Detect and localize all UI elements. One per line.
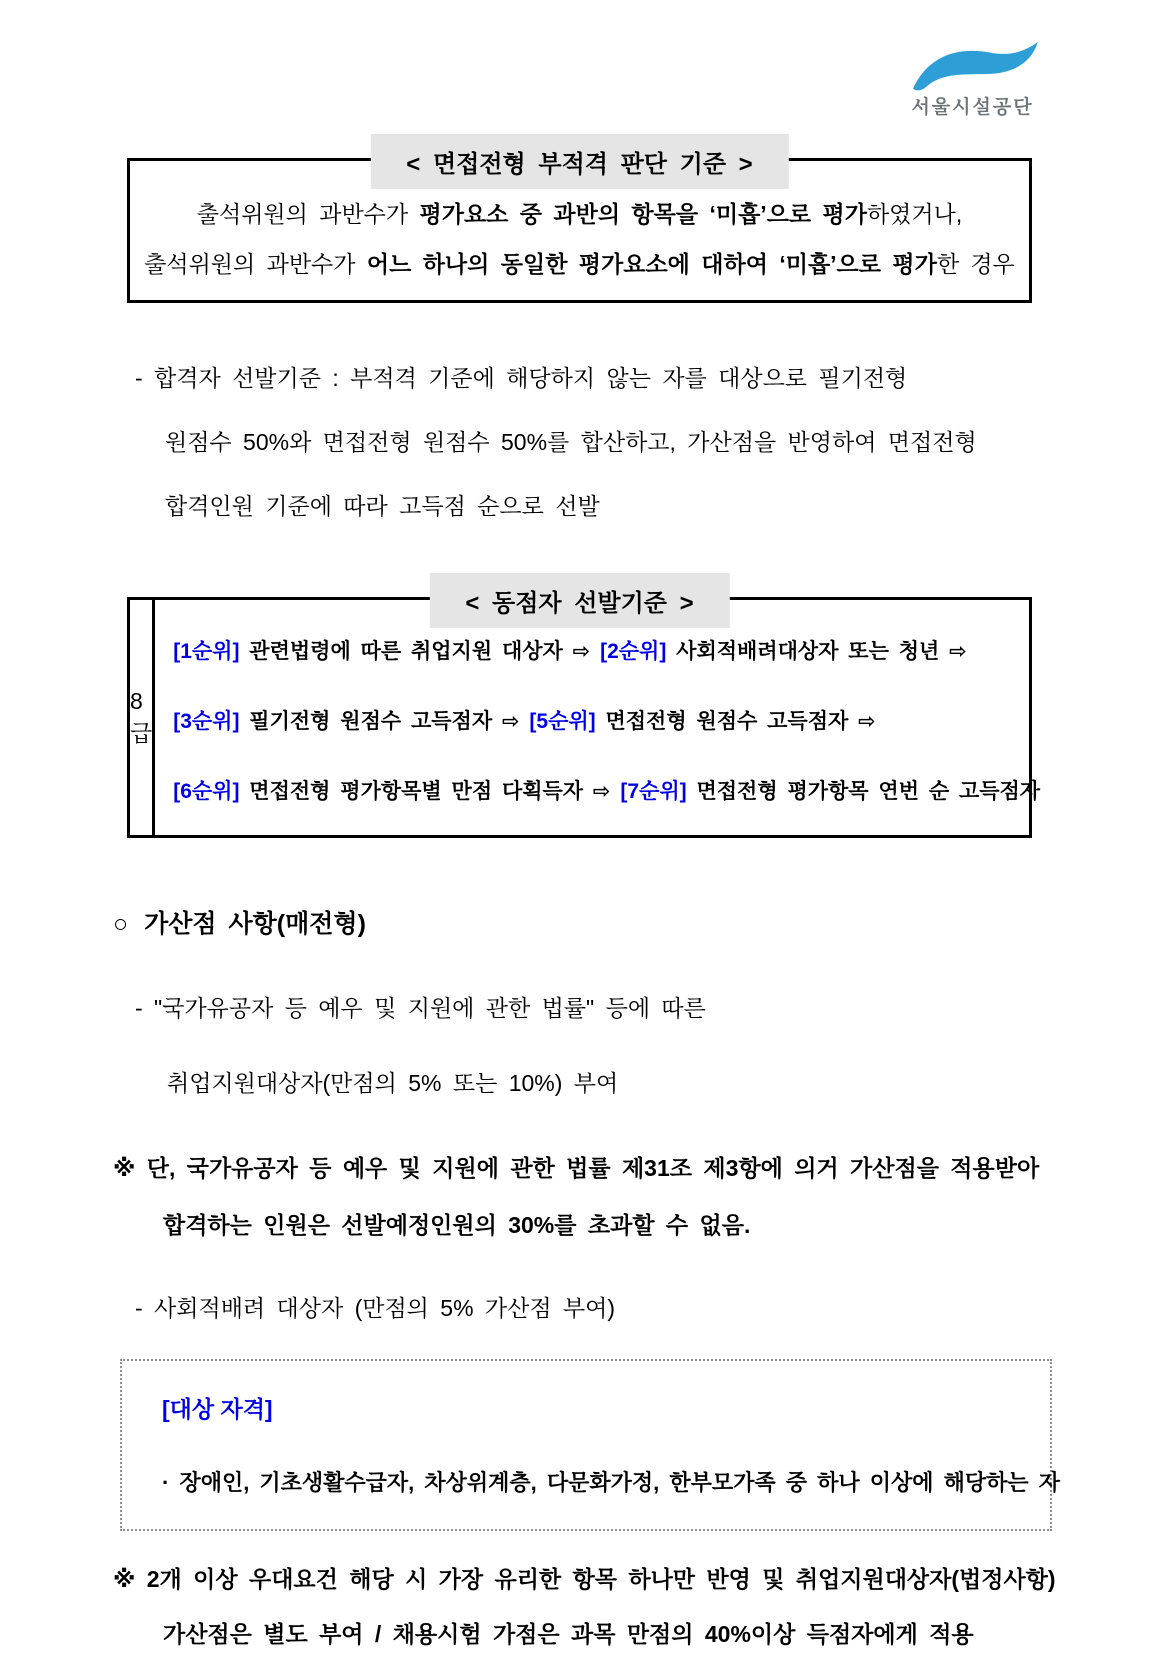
bonus-note2-line-1: ※ 2개 이상 우대요건 해당 시 가장 유리한 항목 하나만 반영 및 취업지원대상자(법정사항) — [113, 1566, 1056, 1592]
tiebreak-rules-cell — [155, 600, 1048, 835]
logo-wave-icon — [900, 40, 1045, 98]
inadequacy-box-title: < 면접전형 부적격 판단 기준 > — [370, 134, 788, 189]
logo-text: 서울시설공단 — [911, 97, 1034, 118]
pass-criteria-line-1: - 합격자 선발기준 : 부적격 기준에 해당하지 않는 자를 대상으로 필기전형 — [135, 365, 908, 391]
bonus-item2: - 사회적배려 대상자 (만점의 5% 가산점 부여) — [135, 1295, 616, 1321]
inadequacy-criteria-box — [127, 151, 1032, 303]
tiebreak-rule-line: [6순위] 면접전형 평가항목별 만점 다획득자 ⇨ [7순위] 면접전형 평가항목 연번 순 고득점자 — [173, 780, 1041, 803]
tiebreak-box-title: < 동점자 선발기준 > — [429, 573, 729, 628]
bonus-note1-line-1: ※ 단, 국가유공자 등 예우 및 지원에 관한 법률 제31조 제3항에 의거 가산점을 적용받아 — [113, 1155, 1040, 1181]
bonus-note1-line-2: 합격하는 인원은 선발예정인원의 30%를 초과할 수 없음. — [163, 1212, 751, 1238]
target-qualification-box — [120, 1359, 1060, 1531]
pass-criteria-line-2: 원점수 50%와 면접전형 원점수 50%를 합산하고, 가산점을 반영하여 면접전형 — [165, 429, 977, 455]
circle-bullet-icon: ○ — [113, 910, 129, 938]
pass-criteria-paragraph — [135, 363, 1170, 521]
tiebreak-rule-line: [3순위] 필기전형 원점수 고득점자 ⇨ [5순위] 면접전형 원점수 고득점자 ⇨ — [173, 710, 876, 733]
target-box-title: [대상 자격] — [162, 1396, 273, 1422]
bonus-item1-line-2: 취업지원대상자(만점의 5% 또는 10%) 부여 — [167, 1070, 619, 1096]
inadequacy-line-1: 출석위원의 과반수가 평가요소 중 과반의 항목을 ‘미흡’으로 평가하였거나, — [196, 201, 963, 227]
grade-cell: 8급 — [130, 600, 155, 835]
bonus-note2-line-2: 가산점은 별도 부여 / 채용시험 가점은 과목 만점의 40%이상 득점자에게 적용 — [163, 1621, 974, 1647]
inadequacy-line-2: 출석위원의 과반수가 어느 하나의 동일한 평가요소에 대하여 ‘미흡’으로 평가한 경우 — [144, 251, 1015, 277]
bonus-section-heading: ○ 가산점 사항(매전형) — [113, 910, 366, 938]
target-box-body: · 장애인, 기초생활수급자, 차상위계층, 다문화가정, 한부모가족 중 하나 이상에 해당하는 자 — [162, 1470, 1060, 1495]
tiebreak-criteria-box — [127, 590, 1041, 838]
tiebreak-rule-line: [1순위] 관련법령에 따른 취업지원 대상자 ⇨ [2순위] 사회적배려대상자 또는 청년 ⇨ — [173, 640, 967, 663]
bonus-item1-line-1: - "국가유공자 등 예우 및 지원에 관한 법률" 등에 따른 — [135, 995, 706, 1021]
pass-criteria-line-3: 합격인원 기준에 따라 고득점 순으로 선발 — [165, 493, 600, 519]
company-logo — [900, 40, 1045, 119]
